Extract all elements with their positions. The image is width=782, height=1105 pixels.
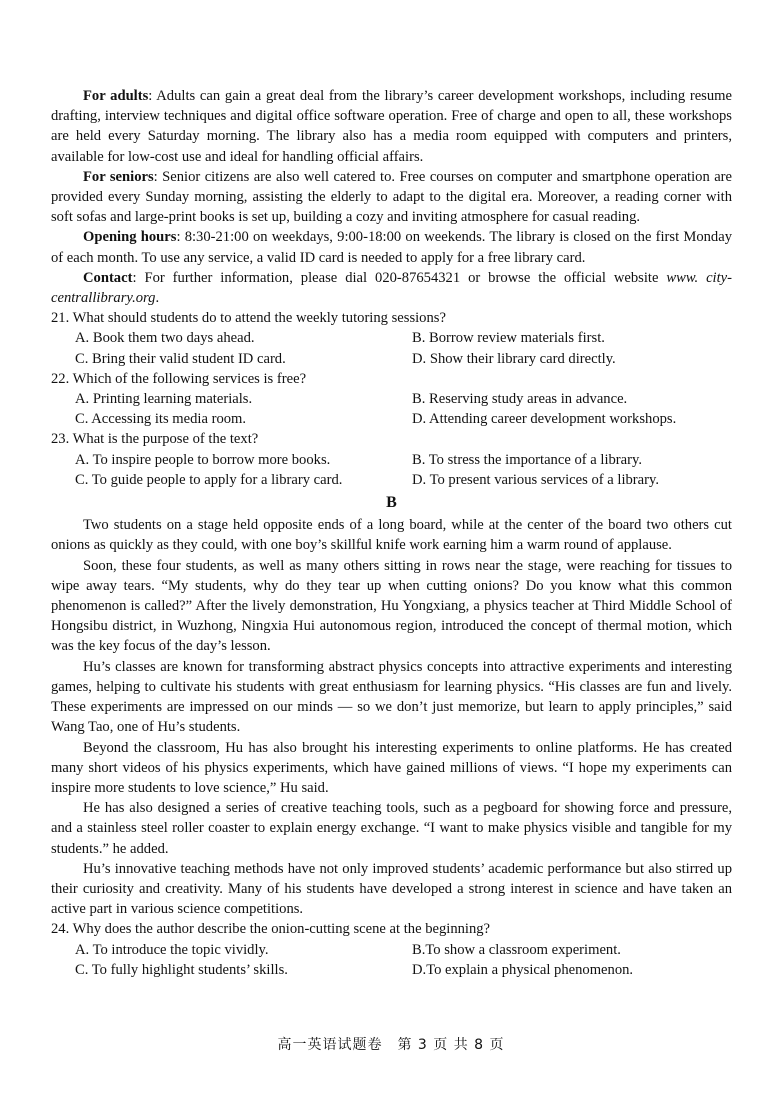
paragraph-text: : 8:30-21:00 on weekdays, 9:00-18:00 on weekends. The library is closed on the first Monday of each month. To use any service, a valid ID card is needed to apply for a free library card. [51, 229, 732, 266]
paragraph-lead: For seniors [83, 168, 154, 185]
paragraph-b-1: Two students on a stage held opposite ends of a long board, while at the center of the board two others cut onions as quickly as they could, with one boy’s skillful knife work earning him a warm round of applause. [51, 517, 732, 554]
option-c: C. To fully highlight students’ skills. [75, 961, 288, 978]
paragraph-for-seniors [51, 167, 732, 228]
section-b-heading: B [386, 494, 397, 512]
option-a: A. Printing learning materials. [75, 391, 253, 408]
option-b: B.To show a classroom experiment. [412, 941, 621, 958]
option-d: D. Attending career development workshops. [412, 411, 677, 428]
option-grid [51, 940, 732, 980]
option-c: C. Bring their valid student ID card. [75, 350, 286, 367]
option-a: A. To inspire people to borrow more books. [75, 451, 331, 468]
paragraph-lead: For adults [83, 88, 149, 104]
option-d: D. Show their library card directly. [412, 350, 616, 367]
paragraph-text: : Senior citizens are also well catered to. Free courses on computer and smartphone operation are provided every Sunday morning, assisting the elderly to adapt to the digital era. Moreover, a reading corner with soft sofas and large-print books is set up, building a cozy and inviting atmosphere for casual reading. [51, 168, 733, 226]
exam-page [51, 86, 732, 980]
paragraph-contact [51, 268, 732, 308]
website-text: www. city-centrallibrary.org [51, 269, 733, 307]
option-grid [51, 389, 732, 429]
option-grid [51, 328, 732, 368]
paragraph-text: : Adults can gain a great deal from the library’s career development workshops, including resume drafting, interview techniques and digital office software operation. Free of charge and open to all, these workshops are held every Saturday morning. The library also has a media room equipped with computers and printers, available for low-cost use and ideal for handling official affairs. [51, 88, 732, 165]
question-21 [51, 308, 732, 369]
paragraph-b-4: Beyond the classroom, Hu has also brought his interesting experiments to online platforms. He has created many short videos of his physics experiments, which have gained millions of views. “I hope my experiments can inspire more students to love science,” Hu said. [51, 739, 732, 796]
question-stem: 21. What should students do to attend the weekly tutoring sessions? [51, 310, 446, 327]
paragraph-text: : For further information, please dial 020-87654321 or browse the official website [132, 269, 667, 286]
option-d: D.To explain a physical phenomenon. [412, 961, 634, 978]
option-b: B. Reserving study areas in advance. [412, 391, 628, 408]
option-grid [51, 450, 732, 490]
paragraph-b-3: Hu’s classes are known for transforming abstract physics concepts into attractive experiments and interesting games, helping to cultivate his students with great enthusiasm for learning physics. “His classes are fun and lively. These experiments are impressed on our minds — so we don’t just memorize, but learn to apply principles,” said Wang Tao, one of Hu’s students. [51, 658, 732, 736]
option-b: B. Borrow review materials first. [412, 330, 605, 347]
question-stem: 23. What is the purpose of the text? [51, 431, 259, 448]
option-a: A. Book them two days ahead. [75, 330, 255, 347]
paragraph-end: . [155, 290, 160, 307]
option-c: C. To guide people to apply for a library card. [75, 471, 343, 488]
option-c: C. Accessing its media room. [75, 411, 247, 428]
question-22 [51, 369, 732, 430]
question-stem: 22. Which of the following services is free? [51, 370, 307, 387]
question-24 [51, 919, 732, 980]
paragraph-for-adults [51, 86, 732, 167]
paragraph-b-5: He has also designed a series of creative teaching tools, such as a pegboard for showing force and pressure, and a stainless steel roller coaster to explain energy exchange. “I want to make physics visible and tangible for my students.” he added. [51, 800, 732, 857]
option-b: B. To stress the importance of a library. [412, 451, 642, 468]
page-footer: 高一英语试题卷 第 3 页 共 8 页 [277, 1037, 505, 1053]
question-stem: 24. Why does the author describe the onion-cutting scene at the beginning? [51, 921, 491, 938]
paragraph-opening-hours [51, 227, 732, 267]
paragraph-b-2: Soon, these four students, as well as many others sitting in rows near the stage, were reaching for tissues to wipe away tears. “My students, why do they tear up when cutting onions? Do you know what this common phenomenon is called?” After the lively demonstration, Hu Yongxiang, a physics teacher at Third Middle School of Hongsibu district, in Wuzhong, Ningxia Hui autonomous region, introduced the concept of thermal motion, which was the key focus of the day’s lesson. [51, 557, 732, 655]
paragraph-b-6: Hu’s innovative teaching methods have not only improved students’ academic performance but also stirred up their curiosity and creativity. Many of his students have developed a strong interest in science and have taken an active part in various science competitions. [51, 860, 732, 918]
option-d: D. To present various services of a library. [412, 471, 659, 488]
paragraph-lead: Contact [83, 269, 133, 286]
paragraph-lead: Opening hours [83, 229, 177, 246]
option-a: A. To introduce the topic vividly. [75, 941, 269, 958]
question-23 [51, 429, 732, 490]
